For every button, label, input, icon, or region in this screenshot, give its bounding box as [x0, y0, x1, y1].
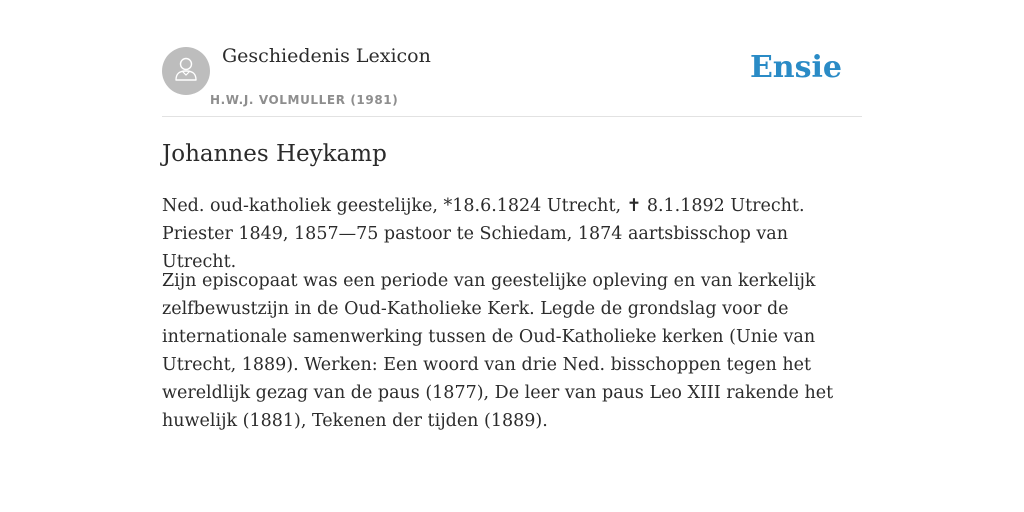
author-byline: H.W.J. VOLMULLER (1981) [210, 93, 399, 107]
avatar[interactable] [162, 47, 210, 95]
source-header [162, 0, 862, 117]
brand-logo[interactable]: Ensie [749, 50, 842, 85]
user-icon [171, 54, 201, 88]
article-card [162, 0, 862, 431]
body-paragraph-1: Ned. oud-katholiek geestelijke, *18.6.1824 Utrecht, ✝ 8.1.1892 Utrecht. Priester 1849, 1857—75 pastoor te Schiedam, 1874 aartsbisschop van Utrecht. [162, 196, 805, 272]
source-title[interactable]: Geschiedenis Lexicon [222, 45, 431, 67]
page-title: Johannes Heykamp [162, 141, 387, 167]
body-paragraph-2: Zijn episcopaat was een periode van geestelijke opleving en van kerkelijk zelfbewustzijn in de Oud-Katholieke Kerk. Legde de grondslag voor de internationale samenwerking tussen de Oud-Katholieke kerken (Unie van Utrecht, 1889). Werken: Een woord van drie Ned. bisschoppen tegen het wereldlijk gezag van de paus (1877), De leer van paus Leo XIII rakende het huwelijk (1881), Tekenen der tijden (1889). [162, 271, 834, 431]
